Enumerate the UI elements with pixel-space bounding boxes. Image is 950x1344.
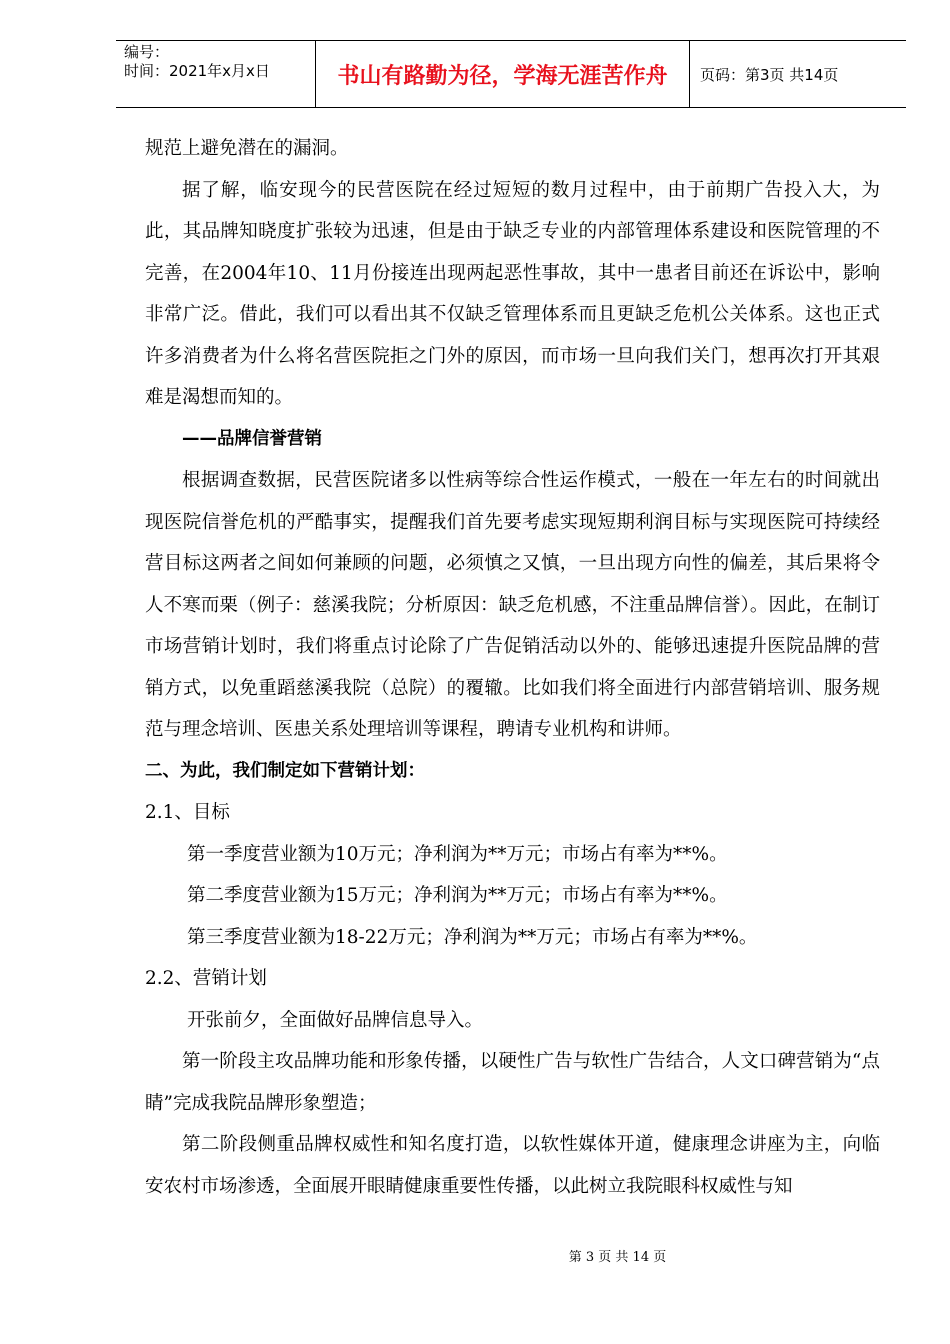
header-meta — [116, 41, 316, 107]
page-header — [116, 40, 906, 108]
plan-phase-2: 第二阶段侧重品牌权威性和知名度打造，以软性媒体开道，健康理念讲座为主，向临安农村市场渗透，全面展开眼睛健康重要性传播，以此树立我院眼科权威性与知 — [145, 1134, 880, 1197]
plan-phase-1: 第一阶段主攻品牌功能和形象传播，以硬性广告与软性广告结合，人文口碑营销为“点睛”完成我院品牌形象塑造； — [145, 1051, 880, 1114]
header-page-info: 页码：第3页 共14页 — [700, 65, 839, 84]
section-heading-brand-reputation: ——品牌信誉营销 — [182, 428, 322, 449]
page-footer: 第 3 页 共 14 页 — [568, 1250, 667, 1265]
time-label: 时间：2021年x月x日 — [124, 62, 270, 80]
paragraph-continuation: 规范上避免潜在的漏洞。 — [145, 138, 349, 159]
goal-q2: 第二季度营业额为15万元；净利润为**万元；市场占有率为**%。 — [187, 885, 728, 906]
subsection-goals: 2.1、目标 — [145, 802, 230, 823]
header-motto: 书山有路勤为径，学海无涯苦作舟 — [316, 41, 690, 107]
goal-q3: 第三季度营业额为18-22万元；净利润为**万元；市场占有率为**%。 — [187, 926, 758, 948]
goal-q1: 第一季度营业额为10万元；净利润为**万元；市场占有率为**%。 — [187, 843, 728, 865]
subsection-marketing-plan: 2.2、营销计划 — [145, 968, 267, 989]
plan-pre-opening: 开张前夕，全面做好品牌信息导入。 — [187, 1009, 484, 1031]
doc-number-label: 编号： — [124, 43, 170, 61]
document-body — [145, 128, 880, 1207]
paragraph-background: 据了解，临安现今的民营医院在经过短短的数月过程中，由于前期广告投入大，为此，其品牌知晓度扩张较为迅速，但是由于缺乏专业的内部管理体系建设和医院管理的不完善，在2004年10、11月份接连出现两起恶性事故，其中一患者目前还在诉讼中，影响非常广泛。借此，我们可以看出其不仅缺乏管理体系而且更缺乏危机公关体系。这也正式许多消费者为什么将名营医院拒之门外的原因，而市场一旦向我们关门，想再次打开其艰难是渴想而知的。 — [145, 179, 880, 408]
paragraph-brand-reputation: 根据调查数据，民营医院诸多以性病等综合性运作模式，一般在一年左右的时间就出现医院信誉危机的严酷事实，提醒我们首先要考虑实现短期利润目标与实现医院可持续经营目标这两者之间如何兼顾的问题，必须慎之又慎，一旦出现方向性的偏差，其后果将令人不寒而栗（例子：慈溪我院；分析原因：缺乏危机感，不注重品牌信誉）。因此，在制订市场营销计划时，我们将重点讨论除了广告促销活动以外的、能够迅速提升医院品牌的营销方式，以免重蹈慈溪我院（总院）的覆辙。比如我们将全面进行内部营销培训、服务规范与理念培训、医患关系处理培训等课程，聘请专业机构和讲师。 — [145, 470, 880, 740]
section-heading-marketing-plan: 二、为此，我们制定如下营销计划： — [145, 760, 425, 781]
